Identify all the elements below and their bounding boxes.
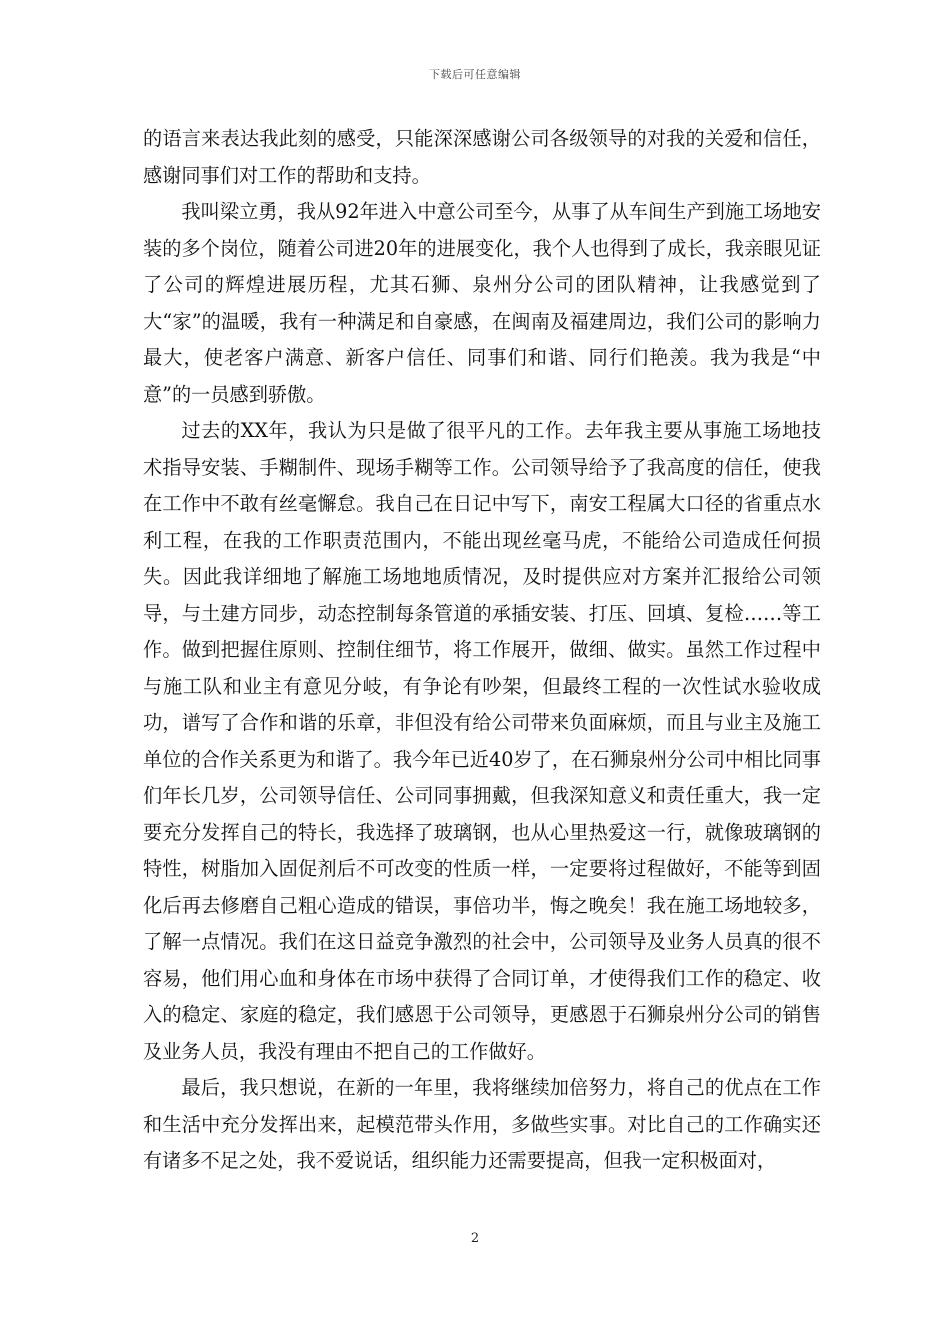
page-header: 下载后可任意编辑 (429, 68, 521, 81)
paragraph-past-year-work: 过去的XX年，我认为只是做了很平凡的工作。去年我主要从事施工场地技术指导安装、手糊制件、现场手糊等工作。公司领导给予了我高度的信任，使我在工作中不敢有丝毫懈怠。我自己在日记中写下，南安工程属大口径的省重点水利工程，在我的工作职责范围内，不能出现丝毫马虎，不能给公司造成任何损失。因此我详细地了解施工场地地质情况，及时提供应对方案并汇报给公司领导，与土建方同步，动态控制每条管道的承插安装、打压、回填、复检……等工作。做到把握住原则、控制住细节，将工作展开，做细、做实。虽然工作过程中与施工队和业主有意见分岐，有争论有吵架，但最终工程的一次性试水验收成功，谱写了合作和谐的乐章，非但没有给公司带来负面麻烦，而且与业主及施工单位的合作关系更为和谐了。我今年已近40岁了，在石狮泉州分公司中相比同事们年长几岁，公司领导信任、公司同事拥戴，但我深知意义和责任重大，我一定要充分发挥自己的特长，我选择了玻璃钢，也从心里热爱这一行，就像玻璃钢的特性，树脂加入固促剂后不可改变的性质一样，一定要将过程做好，不能等到固化后再去修磨自己粗心造成的错误，事倍功半，悔之晚矣！我在施工场地较多，了解一点情况。我们在这日益竞争激烈的社会中，公司领导及业务人员真的很不容易，他们用心血和身体在市场中获得了合同订单，才使得我们工作的稳定、收入的稳定、家庭的稳定，我们感恩于公司领导，更感恩于石狮泉州分公司的销售及业务人员，我没有理由不把自己的工作做好。 (143, 419, 821, 1063)
paragraph-self-introduction: 我叫梁立勇，我从92年进入中意公司至今，从事了从车间生产到施工场地安装的多个岗位，随着公司进20年的进展变化，我个人也得到了成长，我亲眼见证了公司的辉煌进展历程，尤其石狮、泉州分公司的团队精神，让我感觉到了大“家”的温暖，我有一种满足和自豪感，在闽南及福建周边，我们公司的影响力最大，使老客户满意、新客户信任、同事们和谐、同行们艳羡。我为我是“中意”的一员感到骄傲。 (143, 200, 821, 406)
document-body (143, 121, 821, 1180)
paragraph-continuation: 的语言来表达我此刻的感受，只能深深感谢公司各级领导的对我的关爱和信任，感谢同事们对工作的帮助和支持。 (143, 127, 821, 187)
paragraph-closing: 最后，我只想说，在新的一年里，我将继续加倍努力，将自己的优点在工作和生活中充分发挥出来，起模范带头作用，多做些实事。对比自己的工作确实还有诸多不足之处，我不爱说话，组织能力还需要提高，但我一定积极面对， (143, 1076, 821, 1172)
page-number: 2 (470, 1231, 480, 1246)
